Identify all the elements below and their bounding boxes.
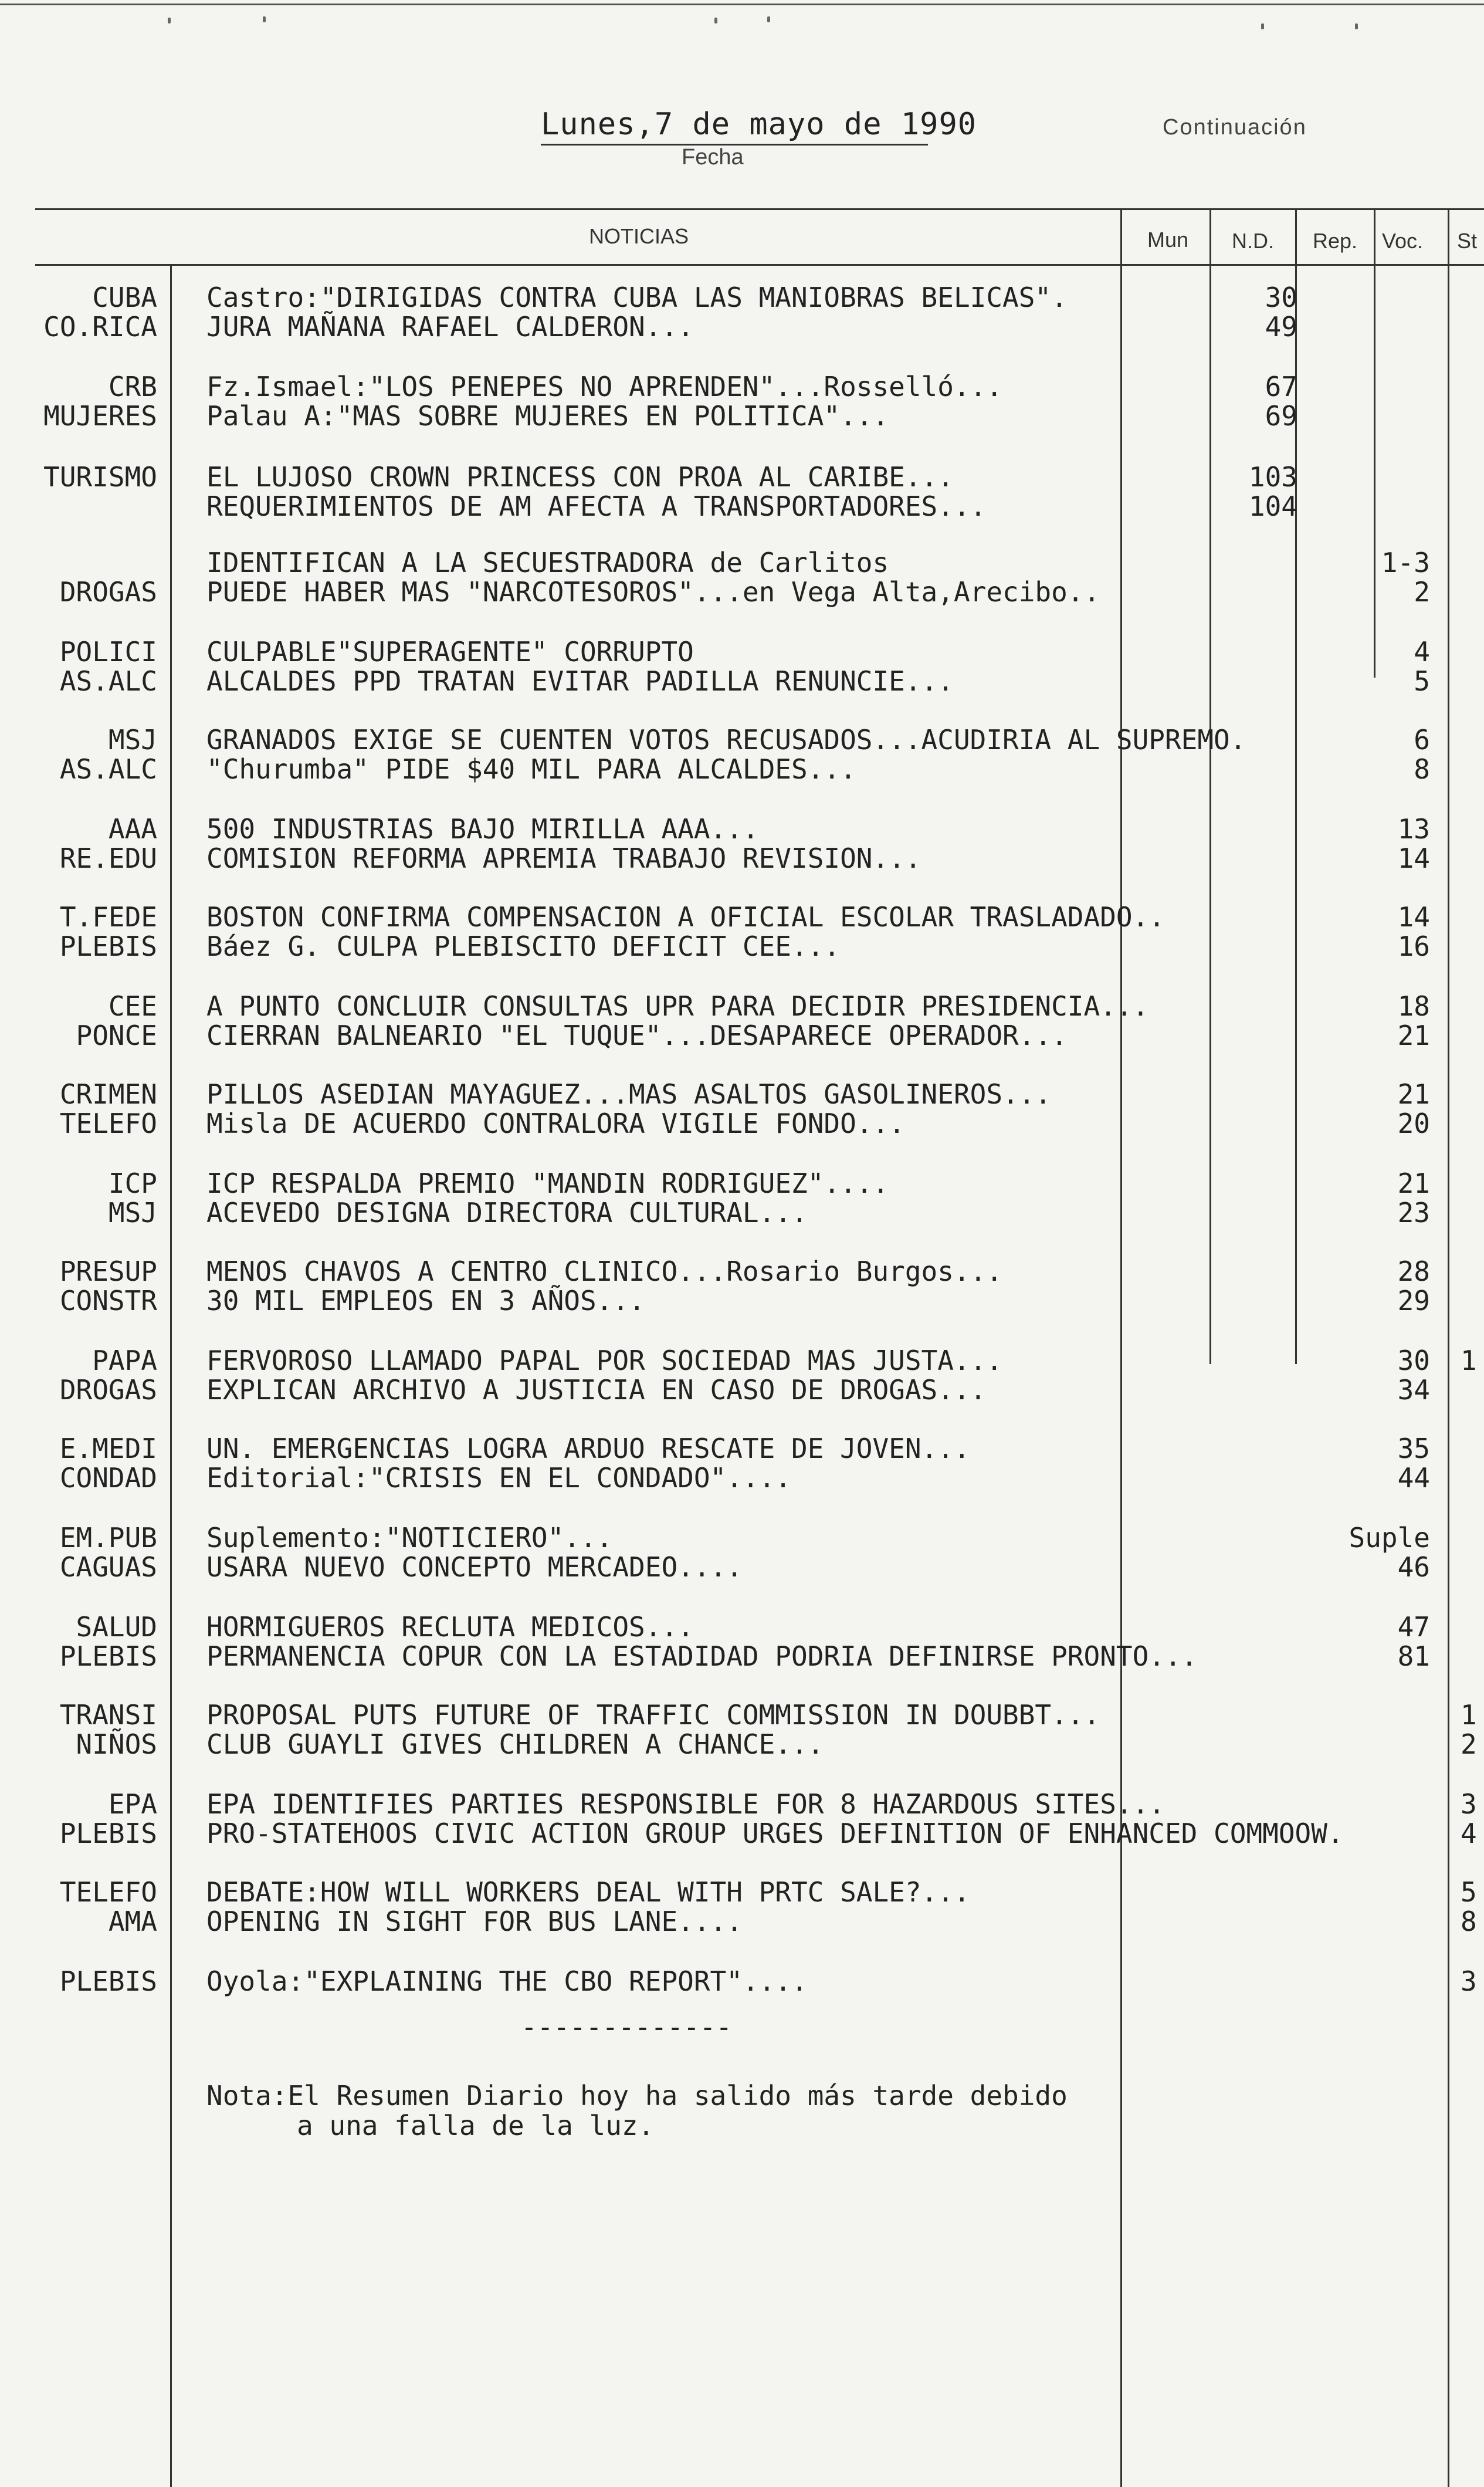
row-voc-page: 29 bbox=[1397, 1285, 1430, 1317]
row-nd-page: 49 bbox=[1265, 311, 1297, 343]
row-section: AAA bbox=[108, 813, 157, 845]
row-voc-page: 1-3 bbox=[1381, 547, 1430, 578]
row-voc-page: 8 bbox=[1414, 753, 1430, 785]
row-section: PRESUP bbox=[59, 1256, 157, 1287]
row-headline: UN. EMERGENCIAS LOGRA ARDUO RESCATE DE JOVEN... bbox=[206, 1433, 970, 1464]
row-section: CEE bbox=[108, 990, 157, 1022]
row-section: CUBA bbox=[92, 282, 157, 313]
row-headline: "Churumba" PIDE $40 MIL PARA ALCALDES... bbox=[206, 753, 856, 785]
column-header-st: St bbox=[1457, 229, 1478, 253]
row-section: ICP bbox=[108, 1168, 157, 1199]
table-top-rule bbox=[35, 208, 1484, 210]
row-section: PONCE bbox=[76, 1020, 157, 1051]
row-headline: Báez G. CULPA PLEBISCITO DEFICIT CEE... bbox=[206, 930, 841, 962]
fecha-label: Fecha bbox=[682, 145, 744, 170]
row-section: E.MEDI bbox=[59, 1433, 157, 1464]
column-header-rep: Rep. bbox=[1313, 229, 1358, 253]
punch-mark bbox=[1261, 23, 1264, 29]
note-line-1: Nota:El Resumen Diario hoy ha salido más tarde debido bbox=[206, 2080, 1068, 2112]
row-voc-page: 16 bbox=[1397, 930, 1430, 962]
row-headline: DEBATE:HOW WILL WORKERS DEAL WITH PRTC SALE?... bbox=[206, 1876, 970, 1908]
row-headline: PROPOSAL PUTS FUTURE OF TRAFFIC COMMISSION IN DOUBBT... bbox=[206, 1699, 1100, 1731]
row-headline: ACEVEDO DESIGNA DIRECTORA CULTURAL... bbox=[206, 1197, 808, 1229]
row-st-page: 3 bbox=[1461, 1965, 1477, 1997]
page-top-edge bbox=[0, 4, 1484, 5]
row-headline: OPENING IN SIGHT FOR BUS LANE.... bbox=[206, 1906, 743, 1937]
row-headline: 500 INDUSTRIAS BAJO MIRILLA AAA... bbox=[206, 813, 759, 845]
column-header-voc: Voc. bbox=[1382, 229, 1424, 253]
row-nd-page: 30 bbox=[1265, 282, 1297, 313]
row-headline: PILLOS ASEDIAN MAYAGUEZ...MAS ASALTOS GASOLINEROS... bbox=[206, 1078, 1052, 1110]
row-section: T.FEDE bbox=[59, 901, 157, 933]
row-st-page: 1 bbox=[1461, 1699, 1477, 1731]
row-headline: JURA MAÑANA RAFAEL CALDERON... bbox=[206, 311, 694, 343]
row-section: EPA bbox=[108, 1788, 157, 1820]
row-section: CO.RICA bbox=[43, 311, 157, 343]
row-section: PAPA bbox=[92, 1345, 157, 1376]
row-headline: GRANADOS EXIGE SE CUENTEN VOTOS RECUSADOS...ACUDIRIA AL SUPREMO. bbox=[206, 724, 1246, 756]
row-headline: EPA IDENTIFIES PARTIES RESPONSIBLE FOR 8 HAZARDOUS SITES... bbox=[206, 1788, 1165, 1820]
row-headline: 30 MIL EMPLEOS EN 3 AÑOS... bbox=[206, 1285, 645, 1317]
row-section: TURISMO bbox=[43, 461, 157, 493]
row-voc-page: 20 bbox=[1397, 1108, 1430, 1139]
row-section: DROGAS bbox=[59, 576, 157, 608]
row-headline: EXPLICAN ARCHIVO A JUSTICIA EN CASO DE DROGAS... bbox=[206, 1374, 987, 1406]
continuation-label: Continuación bbox=[1163, 115, 1307, 140]
row-section: SALUD bbox=[76, 1611, 157, 1643]
row-voc-page: 21 bbox=[1397, 1168, 1430, 1199]
voc-column-divider bbox=[1448, 208, 1449, 2487]
row-headline: Suplemento:"NOTICIERO"... bbox=[206, 1522, 613, 1554]
column-header-mun: Mun bbox=[1147, 228, 1189, 252]
row-section: MSJ bbox=[108, 1197, 157, 1229]
separator-rule: ------------- bbox=[521, 2011, 733, 2043]
row-headline: USARA NUEVO CONCEPTO MERCADEO.... bbox=[206, 1551, 743, 1583]
section-column-divider bbox=[170, 264, 172, 2487]
row-headline: COMISION REFORMA APREMIA TRABAJO REVISION... bbox=[206, 842, 921, 874]
row-nd-page: 103 bbox=[1248, 461, 1297, 493]
row-headline: PUEDE HABER MAS "NARCOTESOROS"...en Vega Alta,Arecibo.. bbox=[206, 576, 1100, 608]
row-nd-page: 104 bbox=[1248, 490, 1297, 522]
row-headline: IDENTIFICAN A LA SECUESTRADORA de Carlitos bbox=[206, 547, 889, 578]
note-line-2: a una falla de la luz. bbox=[297, 2110, 655, 2141]
row-section: AMA bbox=[108, 1906, 157, 1937]
row-voc-page: 18 bbox=[1397, 990, 1430, 1022]
row-section: MSJ bbox=[108, 724, 157, 756]
row-headline: Editorial:"CRISIS EN EL CONDADO".... bbox=[206, 1462, 791, 1494]
row-section: AS.ALC bbox=[59, 753, 157, 785]
row-voc-page: 21 bbox=[1397, 1078, 1430, 1110]
row-voc-page: 2 bbox=[1414, 576, 1430, 608]
row-st-page: 2 bbox=[1461, 1728, 1477, 1760]
row-st-page: 4 bbox=[1461, 1818, 1477, 1849]
row-headline: CIERRAN BALNEARIO "EL TUQUE"...DESAPARECE OPERADOR... bbox=[206, 1020, 1068, 1051]
mun-column-divider bbox=[1120, 208, 1122, 2487]
row-headline: HORMIGUEROS RECLUTA MEDICOS... bbox=[206, 1611, 694, 1643]
row-section: CRB bbox=[108, 371, 157, 402]
row-voc-page: 5 bbox=[1414, 665, 1430, 697]
row-section: CONDAD bbox=[59, 1462, 157, 1494]
row-section: PLEBIS bbox=[59, 1818, 157, 1849]
column-header-noticias: NOTICIAS bbox=[589, 224, 689, 248]
row-section: PLEBIS bbox=[59, 1965, 157, 1997]
row-headline: Oyola:"EXPLAINING THE CBO REPORT".... bbox=[206, 1965, 808, 1997]
row-headline: Castro:"DIRIGIDAS CONTRA CUBA LAS MANIOBRAS BELICAS". bbox=[206, 282, 1068, 313]
row-section: TRANSI bbox=[59, 1699, 157, 1731]
row-voc-page: 34 bbox=[1397, 1374, 1430, 1406]
row-section: PLEBIS bbox=[59, 1640, 157, 1672]
row-voc-page: 46 bbox=[1397, 1551, 1430, 1583]
row-voc-page: 44 bbox=[1397, 1462, 1430, 1494]
row-headline: ALCALDES PPD TRATAN EVITAR PADILLA RENUNCIE... bbox=[206, 665, 954, 697]
row-section: RE.EDU bbox=[59, 842, 157, 874]
row-section: TELEFO bbox=[59, 1108, 157, 1139]
row-headline: PRO-STATEHOOS CIVIC ACTION GROUP URGES DEFINITION OF ENHANCED COMMOOW. bbox=[206, 1818, 1344, 1849]
row-section: PLEBIS bbox=[59, 930, 157, 962]
row-voc-page: 30 bbox=[1397, 1345, 1430, 1376]
document-date: Lunes,7 de mayo de 1990 bbox=[541, 107, 977, 142]
row-st-page: 1 bbox=[1461, 1345, 1477, 1376]
row-st-page: 3 bbox=[1461, 1788, 1477, 1820]
row-headline: PERMANENCIA COPUR CON LA ESTADIDAD PODRIA DEFINIRSE PRONTO... bbox=[206, 1640, 1198, 1672]
row-headline: BOSTON CONFIRMA COMPENSACION A OFICIAL ESCOLAR TRASLADADO.. bbox=[206, 901, 1165, 933]
row-headline: REQUERIMIENTOS DE AM AFECTA A TRANSPORTADORES... bbox=[206, 490, 987, 522]
row-section: AS.ALC bbox=[59, 665, 157, 697]
row-voc-page: 13 bbox=[1397, 813, 1430, 845]
punch-mark bbox=[767, 16, 770, 22]
punch-mark bbox=[1355, 23, 1358, 29]
row-section: DROGAS bbox=[59, 1374, 157, 1406]
row-section: EM.PUB bbox=[59, 1522, 157, 1554]
row-st-page: 8 bbox=[1461, 1906, 1477, 1937]
row-headline: Fz.Ismael:"LOS PENEPES NO APRENDEN"...Rosselló... bbox=[206, 371, 1003, 402]
punch-mark bbox=[263, 16, 266, 22]
row-section: POLICI bbox=[59, 636, 157, 668]
row-headline: CULPABLE"SUPERAGENTE" CORRUPTO bbox=[206, 636, 694, 668]
column-header-nd: N.D. bbox=[1232, 229, 1274, 253]
row-headline: EL LUJOSO CROWN PRINCESS CON PROA AL CARIBE... bbox=[206, 461, 954, 493]
row-headline: A PUNTO CONCLUIR CONSULTAS UPR PARA DECIDIR PRESIDENCIA... bbox=[206, 990, 1149, 1022]
row-headline: Misla DE ACUERDO CONTRALORA VIGILE FONDO... bbox=[206, 1108, 905, 1139]
row-voc-page: 47 bbox=[1397, 1611, 1430, 1643]
row-section: CAGUAS bbox=[59, 1551, 157, 1583]
row-voc-page: 14 bbox=[1397, 842, 1430, 874]
row-section: NIÑOS bbox=[76, 1728, 157, 1760]
row-headline: FERVOROSO LLAMADO PAPAL POR SOCIEDAD MAS JUSTA... bbox=[206, 1345, 1003, 1376]
row-section: TELEFO bbox=[59, 1876, 157, 1908]
row-voc-page: 4 bbox=[1414, 636, 1430, 668]
row-voc-page: 14 bbox=[1397, 901, 1430, 933]
table-header-rule bbox=[35, 264, 1484, 266]
row-section: CRIMEN bbox=[59, 1078, 157, 1110]
row-voc-page: 6 bbox=[1414, 724, 1430, 756]
row-nd-page: 67 bbox=[1265, 371, 1297, 402]
row-st-page: 5 bbox=[1461, 1876, 1477, 1908]
row-section: MUJERES bbox=[43, 400, 157, 432]
row-headline: MENOS CHAVOS A CENTRO CLINICO...Rosario Burgos... bbox=[206, 1256, 1003, 1287]
row-voc-page: Suple bbox=[1349, 1522, 1430, 1554]
row-voc-page: 81 bbox=[1397, 1640, 1430, 1672]
punch-mark bbox=[714, 18, 717, 23]
row-nd-page: 69 bbox=[1265, 400, 1297, 432]
nd-column-divider bbox=[1209, 208, 1211, 1364]
row-headline: ICP RESPALDA PREMIO "MANDIN RODRIGUEZ".... bbox=[206, 1168, 889, 1199]
row-headline: Palau A:"MAS SOBRE MUJERES EN POLITICA"... bbox=[206, 400, 889, 432]
row-voc-page: 23 bbox=[1397, 1197, 1430, 1229]
row-voc-page: 35 bbox=[1397, 1433, 1430, 1464]
row-voc-page: 28 bbox=[1397, 1256, 1430, 1287]
punch-mark bbox=[168, 18, 171, 23]
row-headline: CLUB GUAYLI GIVES CHILDREN A CHANCE... bbox=[206, 1728, 824, 1760]
row-section: CONSTR bbox=[59, 1285, 157, 1317]
row-voc-page: 21 bbox=[1397, 1020, 1430, 1051]
